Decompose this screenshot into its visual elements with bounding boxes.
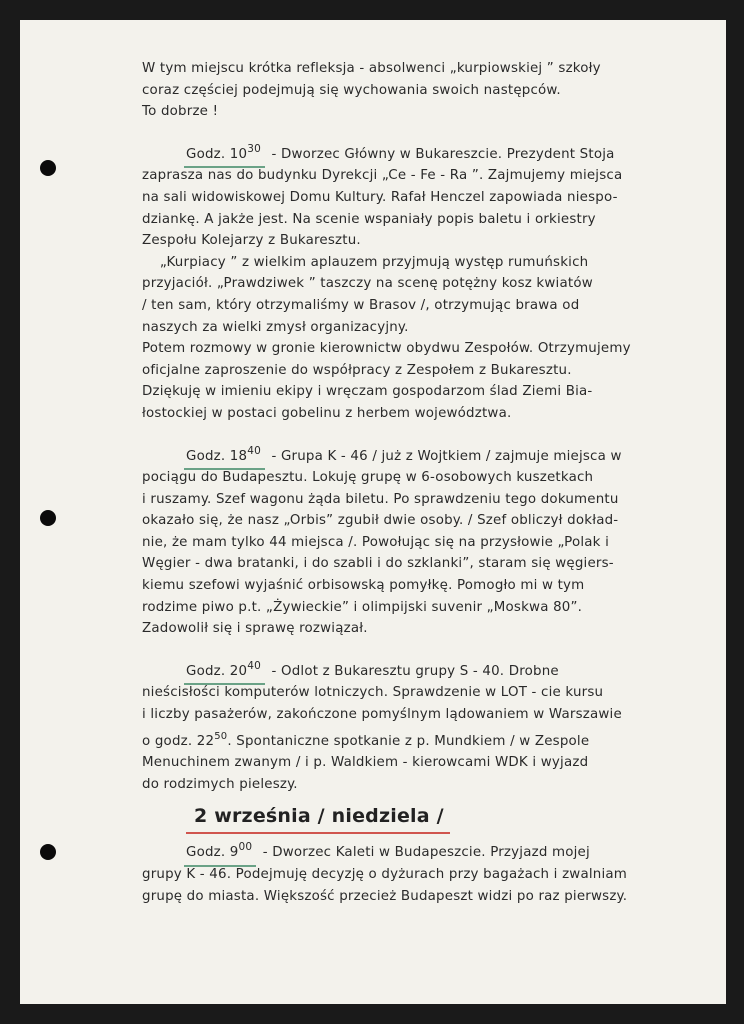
- entry-header: Godz. $9^{00}$ - Dworzec Kaleti w Budapeszcie. Przyjazd mojej: [142, 837, 702, 864]
- intro-line: W tym miejscu krótka refleksja - absolwenci „kurpiowskiej ” szkoły: [142, 61, 601, 76]
- document-text: [142, 58, 702, 907]
- entry-line: Zadowolił się i sprawę rozwiązał.: [142, 621, 368, 637]
- entry-line: dziankę. A jakże jest. Na scenie wspaniały popis baletu i orkiestry: [142, 211, 596, 227]
- entry-line: rodzime piwo p.t. „Żywieckie” i olimpijski suvenir „Moskwa 80”.: [142, 599, 583, 615]
- entry-line: „Kurpiacy ” z wielkim aplauzem przyjmują występ rumuńskich: [142, 254, 589, 270]
- entry-header: Godz. $10^{30}$ - Dworzec Główny w Bukareszcie. Prezydent Stoja: [142, 139, 702, 166]
- entry-line: nie, że mam tylko 44 miejsca /. Powołując się na przysłowie „Polak i: [142, 534, 610, 550]
- entry-line: Menuchinem zwanym / i p. Waldkiem - kierowcami WDK i wyjazd: [142, 755, 589, 771]
- entry-line: i liczby pasażerów, zakończone pomyślnym lądowaniem w Warszawie: [142, 707, 622, 723]
- entry-line: Węgier - dwa bratanki, i do szabli i do szklanki”, staram się węgiers-: [142, 556, 614, 572]
- entry-line: łostockiej w postaci gobelinu z herbem województwa.: [142, 405, 512, 421]
- entry-line: grupę do miasta. Większość przecież Budapeszt widzi po raz pierwszy.: [142, 888, 628, 904]
- entry-line: pociągu do Budapesztu. Lokuję grupę w 6-osobowych kuszetkach: [142, 470, 594, 486]
- time-label: Godz. $18^{40}$: [186, 441, 261, 468]
- date-heading: 2 września / niedziela /: [142, 803, 444, 829]
- entry-line: o godz. $22^{50}$. Spontaniczne spotkanie z p. Mundkiem / w Zespole: [142, 730, 590, 749]
- intro-line: coraz częściej podejmują się wychowania swoich następców.: [142, 82, 561, 98]
- entry-line: nieścisłości komputerów lotniczych. Sprawdzenie w LOT - cie kursu: [142, 685, 604, 701]
- entry-line: okazało się, że nasz „Orbis” zgubił dwie osoby. / Szef obliczył dokład-: [142, 513, 619, 529]
- entry-line: / ten sam, który otrzymaliśmy w Brasov /, otrzymując brawa od: [142, 297, 580, 313]
- entry-line: do rodzimych pieleszy.: [142, 776, 298, 792]
- binder-hole-bottom: [40, 844, 56, 860]
- entry-line: i ruszamy. Szef wagonu żąda biletu. Po sprawdzeniu tego dokumentu: [142, 491, 619, 507]
- time-label: Godz. $9^{00}$: [186, 837, 252, 864]
- entry-line: naszych za wielki zmysł organizacyjny.: [142, 319, 409, 335]
- entry-line: przyjaciół. „Prawdziwek ” taszczy na scenę potężny kosz kwiatów: [142, 276, 593, 292]
- binder-hole-top: [40, 160, 56, 176]
- entry-line: Dziękuję w imieniu ekipy i wręczam gospodarzom ślad Ziemi Bia-: [142, 384, 593, 400]
- entry-header: Godz. $20^{40}$ - Odlot z Bukaresztu grupy S - 40. Drobne: [142, 656, 702, 683]
- entry-header: Godz. $18^{40}$ - Grupa K - 46 / już z Wojtkiem / zajmuje miejsca w: [142, 441, 702, 468]
- entry-line: oficjalne zaproszenie do współpracy z Zespołem z Bukaresztu.: [142, 362, 572, 378]
- entry-line: kiemu szefowi wyjaśnić orbisowską pomyłkę. Pomogło mi w tym: [142, 578, 585, 594]
- entry-line: zaprasza nas do budynku Dyrekcji „Ce - Fe - Ra ”. Zajmujemy miejsca: [142, 168, 623, 184]
- entry-line: grupy K - 46. Podejmuję decyzję o dyżurach przy bagażach i zwalniam: [142, 867, 628, 882]
- entry-line: na sali widowiskowej Domu Kultury. Rafał Henczel zapowiada niespo-: [142, 189, 618, 205]
- entry-line: Zespołu Kolejarzy z Bukaresztu.: [142, 233, 361, 249]
- binder-hole-middle: [40, 510, 56, 526]
- intro-line: To dobrze !: [142, 104, 219, 120]
- time-label: Godz. $20^{40}$: [186, 656, 261, 683]
- entry-line: Potem rozmowy w gronie kierownictw obydwu Zespołów. Otrzymujemy: [142, 341, 631, 357]
- time-label: Godz. $10^{30}$: [186, 139, 261, 166]
